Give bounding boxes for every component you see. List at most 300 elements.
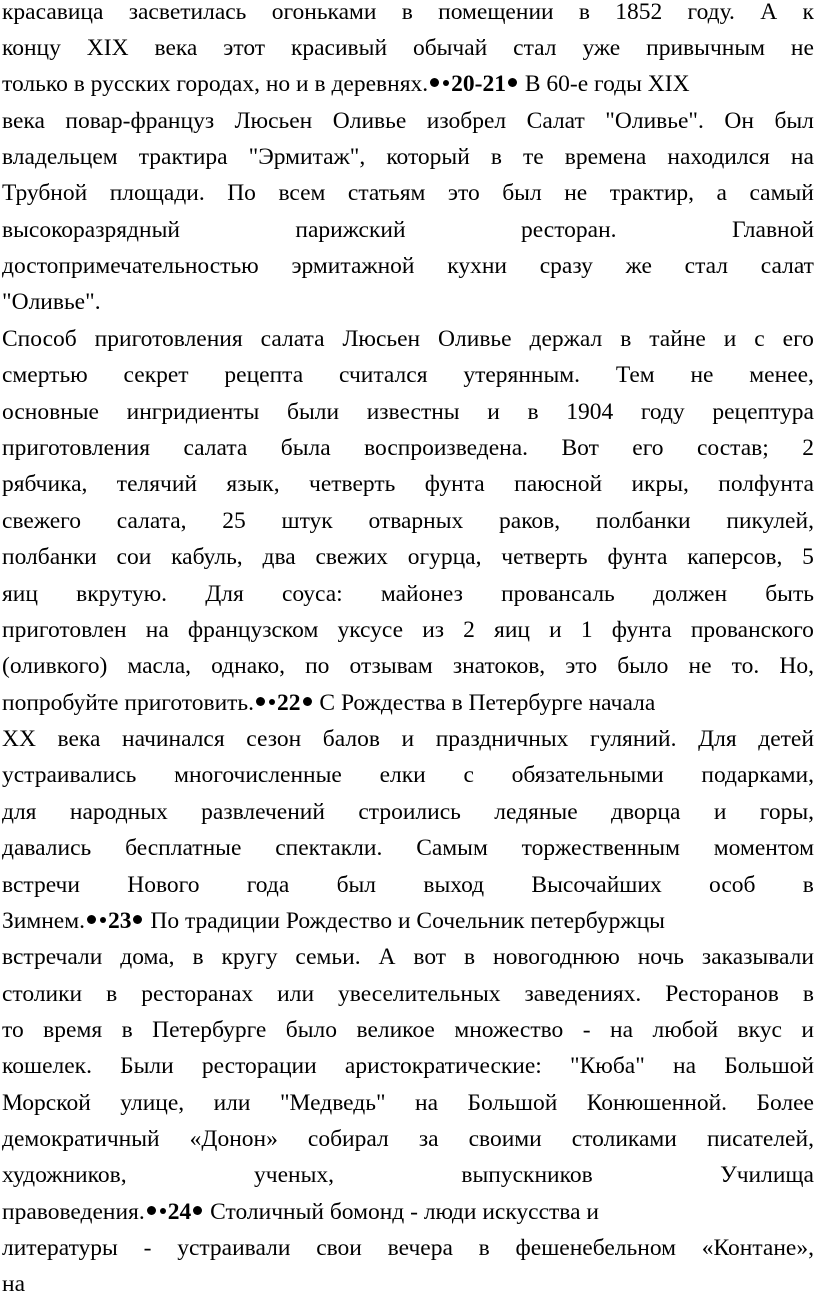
word: в [463, 944, 476, 970]
word: детей [758, 726, 814, 752]
word: Оливье [438, 326, 512, 352]
word: "Медведь" [279, 1090, 386, 1116]
word: Главной [731, 217, 814, 243]
word: смертью [2, 362, 88, 388]
word: приготовлен [2, 617, 127, 643]
word: всем [278, 180, 326, 206]
word: Тем [615, 362, 655, 388]
word: свои [316, 1235, 362, 1261]
word: майонез [380, 581, 463, 607]
word: салата [260, 326, 325, 352]
word: огоньками [271, 0, 377, 25]
word: своими [468, 1126, 542, 1152]
word: провансаль [501, 581, 615, 607]
word: салат [760, 253, 814, 279]
word: народных [69, 799, 168, 825]
word: а [716, 180, 727, 206]
word: находился [667, 144, 770, 170]
word: обычай [412, 35, 488, 61]
word: за [418, 1126, 439, 1152]
word: в [527, 399, 539, 425]
word: Трубной [2, 180, 88, 206]
word: великое [356, 1017, 435, 1043]
word: должен [652, 581, 728, 607]
bullet-dot-icon [160, 1208, 166, 1214]
word: не [688, 653, 712, 679]
word: полбанки [2, 544, 97, 570]
word: в [106, 981, 118, 1007]
text-line [2, 1237, 814, 1263]
word: строились [358, 799, 461, 825]
word: кабуль, [171, 544, 243, 570]
word: кругу [221, 944, 278, 970]
word: два [262, 544, 296, 570]
word: столики [2, 981, 83, 1007]
word: на [610, 1017, 634, 1043]
word: давались [2, 835, 92, 861]
word: однако, [211, 653, 285, 679]
text-line [2, 655, 814, 681]
word: в [478, 1235, 490, 1261]
word: Большой [467, 1090, 558, 1116]
word: собирал [307, 1126, 389, 1152]
word: праздничных [435, 726, 569, 752]
word: Люсьен [342, 326, 421, 352]
word: Для [698, 726, 737, 752]
word: ночь [637, 944, 684, 970]
word: с [754, 326, 765, 352]
word: в [578, 0, 590, 25]
word: года [246, 872, 290, 898]
bullet-dot-icon [256, 697, 265, 706]
word: секрет [123, 362, 189, 388]
word: (оливкого) [2, 653, 108, 679]
text-line [2, 728, 814, 754]
word: моментом [713, 835, 814, 861]
word: состав; [696, 435, 769, 461]
text-line [2, 364, 814, 390]
word: высокоразрядный [2, 217, 180, 243]
text-line [2, 73, 814, 99]
word: сои [116, 544, 152, 570]
word: четверть [309, 471, 396, 497]
word: XIX [86, 35, 129, 61]
word: горы, [759, 799, 814, 825]
word: известны [366, 399, 460, 425]
text-line [2, 801, 814, 827]
word: 25 [222, 508, 246, 534]
word: держал [529, 326, 603, 352]
text-line [2, 619, 814, 645]
word: 1852 [615, 0, 663, 25]
text-line [2, 546, 814, 572]
word: и [487, 399, 500, 425]
word: паюсной [514, 471, 603, 497]
word: развлечений [201, 799, 325, 825]
word: демократичный [2, 1126, 160, 1152]
word: Он [724, 108, 754, 134]
word: 2 [463, 617, 475, 643]
word: быть [765, 581, 814, 607]
word: французском [187, 617, 319, 643]
slide-marker: 20-21 [451, 71, 506, 97]
word: эрмитажной [291, 253, 415, 279]
word: салата [183, 435, 248, 461]
text-line [2, 910, 814, 936]
word: ресторанах [141, 981, 254, 1007]
line-text: Зимнем. [2, 908, 85, 934]
word: спектакли. [275, 835, 383, 861]
text-line [2, 291, 814, 317]
word: отварных [368, 508, 464, 534]
word: елки [379, 762, 426, 788]
text-line [2, 37, 814, 63]
word: фунта [611, 617, 672, 643]
word: улице, [120, 1090, 185, 1116]
word: вечера [387, 1235, 453, 1261]
word: Способ [2, 326, 77, 352]
word: воспроизведена. [364, 435, 529, 461]
word: Самым [416, 835, 488, 861]
word: или [213, 1090, 251, 1116]
word: аристократические: [344, 1053, 542, 1079]
word: особ [709, 872, 756, 898]
word: концу [2, 35, 61, 61]
word: яиц [2, 581, 38, 607]
word: литературы [2, 1235, 118, 1261]
slide-marker: 23 [107, 908, 132, 934]
word: отзывам [349, 653, 433, 679]
text-line [2, 983, 814, 1009]
word: его [782, 326, 814, 352]
bullet-dot-icon [100, 917, 106, 923]
word: был [336, 872, 377, 898]
word: трактира [138, 144, 228, 170]
word: ресторан. [521, 217, 617, 243]
word: и [401, 726, 415, 752]
word: штук [281, 508, 333, 534]
word: основные [2, 399, 99, 425]
word: обязательными [511, 762, 664, 788]
line-text: "Оливье". [2, 289, 101, 315]
word: Большой [724, 1053, 814, 1079]
text-line [2, 328, 814, 354]
word: была [280, 435, 331, 461]
slide-marker: 22 [277, 690, 301, 716]
word: раков, [499, 508, 561, 534]
word: на [415, 1090, 439, 1116]
word: владельцем [2, 144, 118, 170]
word: время [43, 1017, 103, 1043]
word: то. [731, 653, 760, 679]
word: А [760, 0, 778, 25]
word: заказывали [701, 944, 814, 970]
bullet-dot-icon [269, 699, 275, 705]
word: «Контане», [701, 1235, 814, 1261]
word: торжественным [521, 835, 680, 861]
word: году [640, 399, 685, 425]
word: Были [120, 1053, 174, 1079]
word: дома, [120, 944, 175, 970]
word: каперсов, [687, 544, 783, 570]
line-text: правоведения. [2, 1199, 145, 1225]
word: огурца, [407, 544, 482, 570]
word: с [463, 762, 474, 788]
line-text-after: В 60-е годы XIX [518, 71, 690, 97]
word: изобрел [426, 108, 507, 134]
word: утерянным. [463, 362, 581, 388]
word: писателей, [706, 1126, 814, 1152]
text-line [2, 219, 814, 245]
word: Более [756, 1090, 814, 1116]
text-line [2, 1019, 814, 1045]
word: и [801, 1017, 814, 1043]
word: фешенебельном [515, 1235, 676, 1261]
word: Конюшенной. [586, 1090, 728, 1116]
word: рябчика, [2, 471, 88, 497]
word: 5 [802, 544, 814, 570]
word: икры, [631, 471, 689, 497]
word: те [523, 144, 544, 170]
word: полбанки [595, 508, 691, 534]
word: на [790, 144, 814, 170]
word: гуляний. [589, 726, 677, 752]
word: встречали [2, 944, 103, 970]
word: Петербурге [152, 1017, 267, 1043]
word: века [2, 108, 45, 134]
word: на [145, 617, 169, 643]
word: рецептура [712, 399, 814, 425]
text-line [2, 510, 814, 536]
word: художников, [2, 1162, 127, 1188]
word: приготовления [2, 435, 151, 461]
word: в [802, 872, 814, 898]
word: начинался [122, 726, 225, 752]
bullet-dot-icon [508, 78, 517, 87]
word: масла, [127, 653, 191, 679]
line-text: на [2, 1271, 26, 1297]
word: салата, [116, 508, 187, 534]
word: уже [582, 35, 621, 61]
word: статьям [347, 180, 426, 206]
text-line [2, 874, 814, 900]
word: множество [454, 1017, 564, 1043]
bullet-dot-icon [303, 697, 312, 706]
word: было [617, 653, 669, 679]
word: Вот [561, 435, 599, 461]
word: устраивали [177, 1235, 291, 1261]
word: многочисленные [174, 762, 342, 788]
word: или [277, 981, 315, 1007]
word: Салат [526, 108, 585, 134]
word: времена [564, 144, 647, 170]
text-line [2, 437, 814, 463]
word: телячий [116, 471, 198, 497]
word: помещении [438, 0, 554, 25]
word: приготовления [94, 326, 243, 352]
word: к [802, 0, 814, 25]
word: Ресторанов [665, 981, 779, 1007]
word: свежих [315, 544, 388, 570]
word: то [2, 1017, 24, 1043]
word: привычным [646, 35, 765, 61]
word: стал [684, 253, 729, 279]
word: рецепта [224, 362, 304, 388]
word: 2 [802, 435, 814, 461]
word: "Кюба" [570, 1053, 645, 1079]
word: было [285, 1017, 338, 1043]
word: выход [423, 872, 485, 898]
word: века [57, 726, 101, 752]
word: стал [513, 35, 557, 61]
text-line [2, 1164, 814, 1190]
word: - [143, 1235, 152, 1261]
word: это [447, 180, 480, 206]
word: году. [687, 0, 735, 25]
text-line [2, 1128, 814, 1154]
word: Морской [2, 1090, 91, 1116]
word: Для [205, 581, 244, 607]
text-line [2, 946, 814, 972]
word: достопримечательностью [2, 253, 259, 279]
slide-marker: 24 [167, 1199, 192, 1225]
word: вот [413, 944, 447, 970]
word: кухни [447, 253, 507, 279]
text-line [2, 1055, 814, 1081]
word: пикулей, [726, 508, 814, 534]
line-text: попробуйте приготовить. [2, 690, 255, 716]
word: в [121, 1017, 133, 1043]
word: и [549, 617, 562, 643]
word: был [502, 180, 542, 206]
word: площади. [109, 180, 205, 206]
text-line [2, 583, 814, 609]
word: подарками, [701, 762, 814, 788]
text-line [2, 764, 814, 790]
bullet-dot-icon [443, 80, 449, 86]
word: устраивались [2, 762, 137, 788]
line-text-after: Столичный бомонд - люди искусства и [204, 1199, 599, 1225]
word: считался [338, 362, 428, 388]
word: парижский [295, 217, 406, 243]
word: сезон [246, 726, 302, 752]
word: семьи. [295, 944, 361, 970]
word: этот [223, 35, 266, 61]
word: балов [322, 726, 380, 752]
word: фунта [424, 471, 485, 497]
word: в [620, 326, 632, 352]
word: который [386, 144, 470, 170]
word: полфунта [718, 471, 814, 497]
text-line [2, 837, 814, 863]
text-line [2, 255, 814, 281]
word: А [378, 944, 396, 970]
word: встречи [2, 872, 80, 898]
word: красивый [290, 35, 388, 61]
bullet-dot-icon [193, 1206, 202, 1215]
word: любой [652, 1017, 719, 1043]
word: "Оливье". [605, 108, 704, 134]
text-line [2, 182, 814, 208]
word: 1904 [566, 399, 614, 425]
word: заведениях. [524, 981, 642, 1007]
word: уксусе [337, 617, 404, 643]
word: ингридиенты [126, 399, 260, 425]
bullet-dot-icon [430, 78, 439, 87]
word: ресторации [201, 1053, 317, 1079]
word: на [673, 1053, 697, 1079]
word: не [790, 35, 814, 61]
word: трактир, [609, 180, 695, 206]
word: для [2, 799, 37, 825]
word: засветилась [128, 0, 247, 25]
text-line [2, 146, 814, 172]
word: бесплатные [125, 835, 242, 861]
word: был [774, 108, 814, 134]
word: самый [749, 180, 814, 206]
word: свежего [2, 508, 81, 534]
word: были [286, 399, 340, 425]
text-line [2, 1, 814, 27]
text-line [2, 401, 814, 427]
word: не [690, 362, 714, 388]
word: Люсьен [234, 108, 313, 134]
word: ученых, [254, 1162, 334, 1188]
word: в [802, 981, 814, 1007]
word: Но, [779, 653, 814, 679]
word: красавица [2, 0, 104, 25]
word: знатоков, [452, 653, 546, 679]
word: Высочайших [531, 872, 662, 898]
word: не [564, 180, 588, 206]
word: менее, [749, 362, 814, 388]
bullet-dot-icon [133, 915, 142, 924]
word: тайне [649, 326, 706, 352]
word: Оливье [332, 108, 407, 134]
bullet-dot-icon [87, 915, 96, 924]
text-line [2, 1201, 814, 1227]
word: в [192, 944, 204, 970]
word: четверть [501, 544, 588, 570]
line-text-after: По традиции Рождество и Сочельник петербуржцы [144, 908, 665, 934]
word: язык, [226, 471, 280, 497]
text-line [2, 1273, 814, 1299]
word: в [401, 0, 413, 25]
word: Училища [720, 1162, 814, 1188]
word: дворца [611, 799, 681, 825]
bullet-dot-icon [147, 1206, 156, 1215]
word: увеселительных [338, 981, 501, 1007]
word: и [713, 799, 727, 825]
word: из [422, 617, 445, 643]
word: XX [2, 726, 36, 752]
word: ледяные [494, 799, 578, 825]
line-text: только в русских городах, но и в деревнях. [2, 71, 429, 97]
word: "Эрмитаж", [248, 144, 366, 170]
line-text-after: С Рождества в Петербурге начала [313, 690, 656, 716]
word: прованского [690, 617, 814, 643]
word: соуса: [281, 581, 343, 607]
word: кошелек. [2, 1053, 92, 1079]
word: повар-француз [65, 108, 215, 134]
word: яиц [494, 617, 531, 643]
word: его [632, 435, 664, 461]
word: века [154, 35, 198, 61]
text-line [2, 110, 814, 136]
word: Нового [127, 872, 200, 898]
word: - [582, 1017, 591, 1043]
word: и [723, 326, 737, 352]
